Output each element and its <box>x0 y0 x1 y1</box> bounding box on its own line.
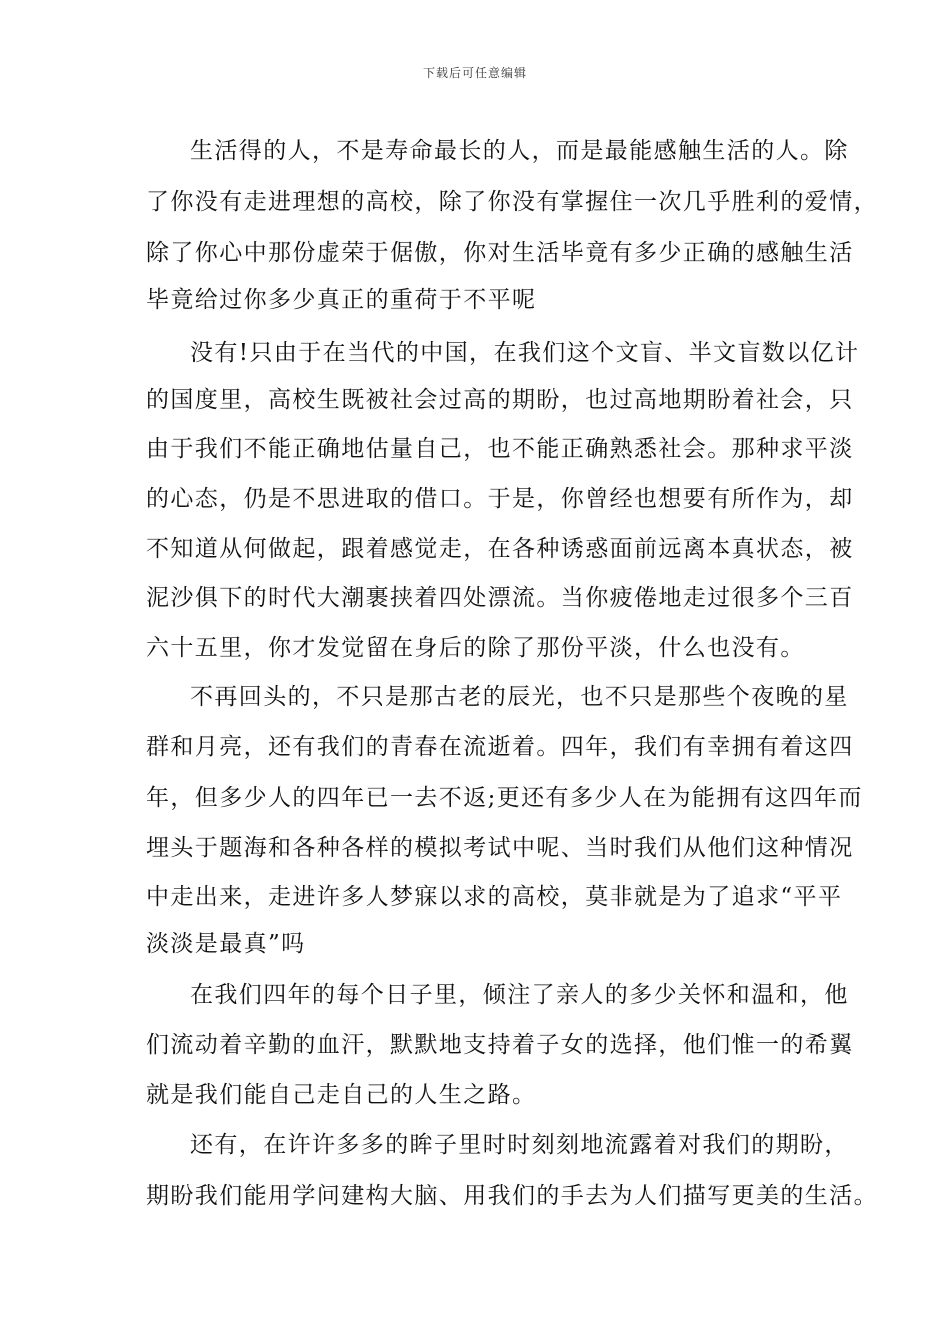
paragraph-line: 六十五里，你才发觉留在身后的除了那份平淡，什么也没有。 <box>146 635 805 661</box>
page-header: 下载后可任意编辑 <box>422 66 527 80</box>
paragraph-line: 除了你心中那份虚荣于倨傲，你对生活毕竟有多少正确的感触生活 <box>146 240 854 266</box>
paragraph-line: 毕竟给过你多少真正的重荷于不平呢 <box>146 287 537 313</box>
paragraph-line: 不知道从何做起，跟着感觉走，在各种诱惑面前远离本真状态，被 <box>146 536 854 562</box>
paragraph-line: 埋头于题海和各种各样的模拟考试中呢、当时我们从他们这种情况 <box>146 835 854 861</box>
paragraph-line: 中走出来，走进许多人梦寐以求的高校，莫非就是为了追求“平平 <box>146 884 843 910</box>
paragraph-line: 的心态，仍是不思进取的借口。于是，你曾经也想要有所作为，却 <box>146 486 854 512</box>
paragraph-line: 生活得的人，不是寿命最长的人，而是最能感触生活的人。除 <box>190 138 849 164</box>
paragraph-line: 不再回头的，不只是那古老的辰光，也不只是那些个夜晚的星 <box>190 684 849 710</box>
paragraph-line: 们流动着辛勤的血汗，默默地支持着子女的选择，他们惟一的希翼 <box>146 1032 854 1058</box>
paragraph-line: 了你没有走进理想的高校，除了你没有掌握住一次几乎胜利的爱情， <box>146 189 878 215</box>
paragraph-line: 群和月亮，还有我们的青春在流逝着。四年，我们有幸拥有着这四 <box>146 734 854 760</box>
paragraph-line: 由于我们不能正确地估量自己，也不能正确熟悉社会。那种求平淡 <box>146 436 854 462</box>
paragraph-line: 没有!只由于在当代的中国，在我们这个文盲、半文盲数以亿计 <box>190 340 860 366</box>
paragraph-line: 在我们四年的每个日子里，倾注了亲人的多少关怀和温和，他 <box>190 982 849 1008</box>
paragraph-line: 年，但多少人的四年已一去不返;更还有多少人在为能拥有这四年而 <box>146 785 863 811</box>
paragraph-line: 期盼我们能用学问建构大脑、用我们的手去为人们描写更美的生活。 <box>146 1183 878 1209</box>
paragraph-line: 的国度里，高校生既被社会过高的期盼，也过高地期盼着社会，只 <box>146 387 854 413</box>
paragraph-line: 泥沙俱下的时代大潮裹挟着四处漂流。当你疲倦地走过很多个三百 <box>146 585 854 611</box>
paragraph-line: 就是我们能自己走自己的人生之路。 <box>146 1082 537 1108</box>
paragraph-line: 淡淡是最真”吗 <box>146 931 306 957</box>
paragraph-line: 还有，在许许多多的眸子里时时刻刻地流露着对我们的期盼， <box>190 1132 849 1158</box>
